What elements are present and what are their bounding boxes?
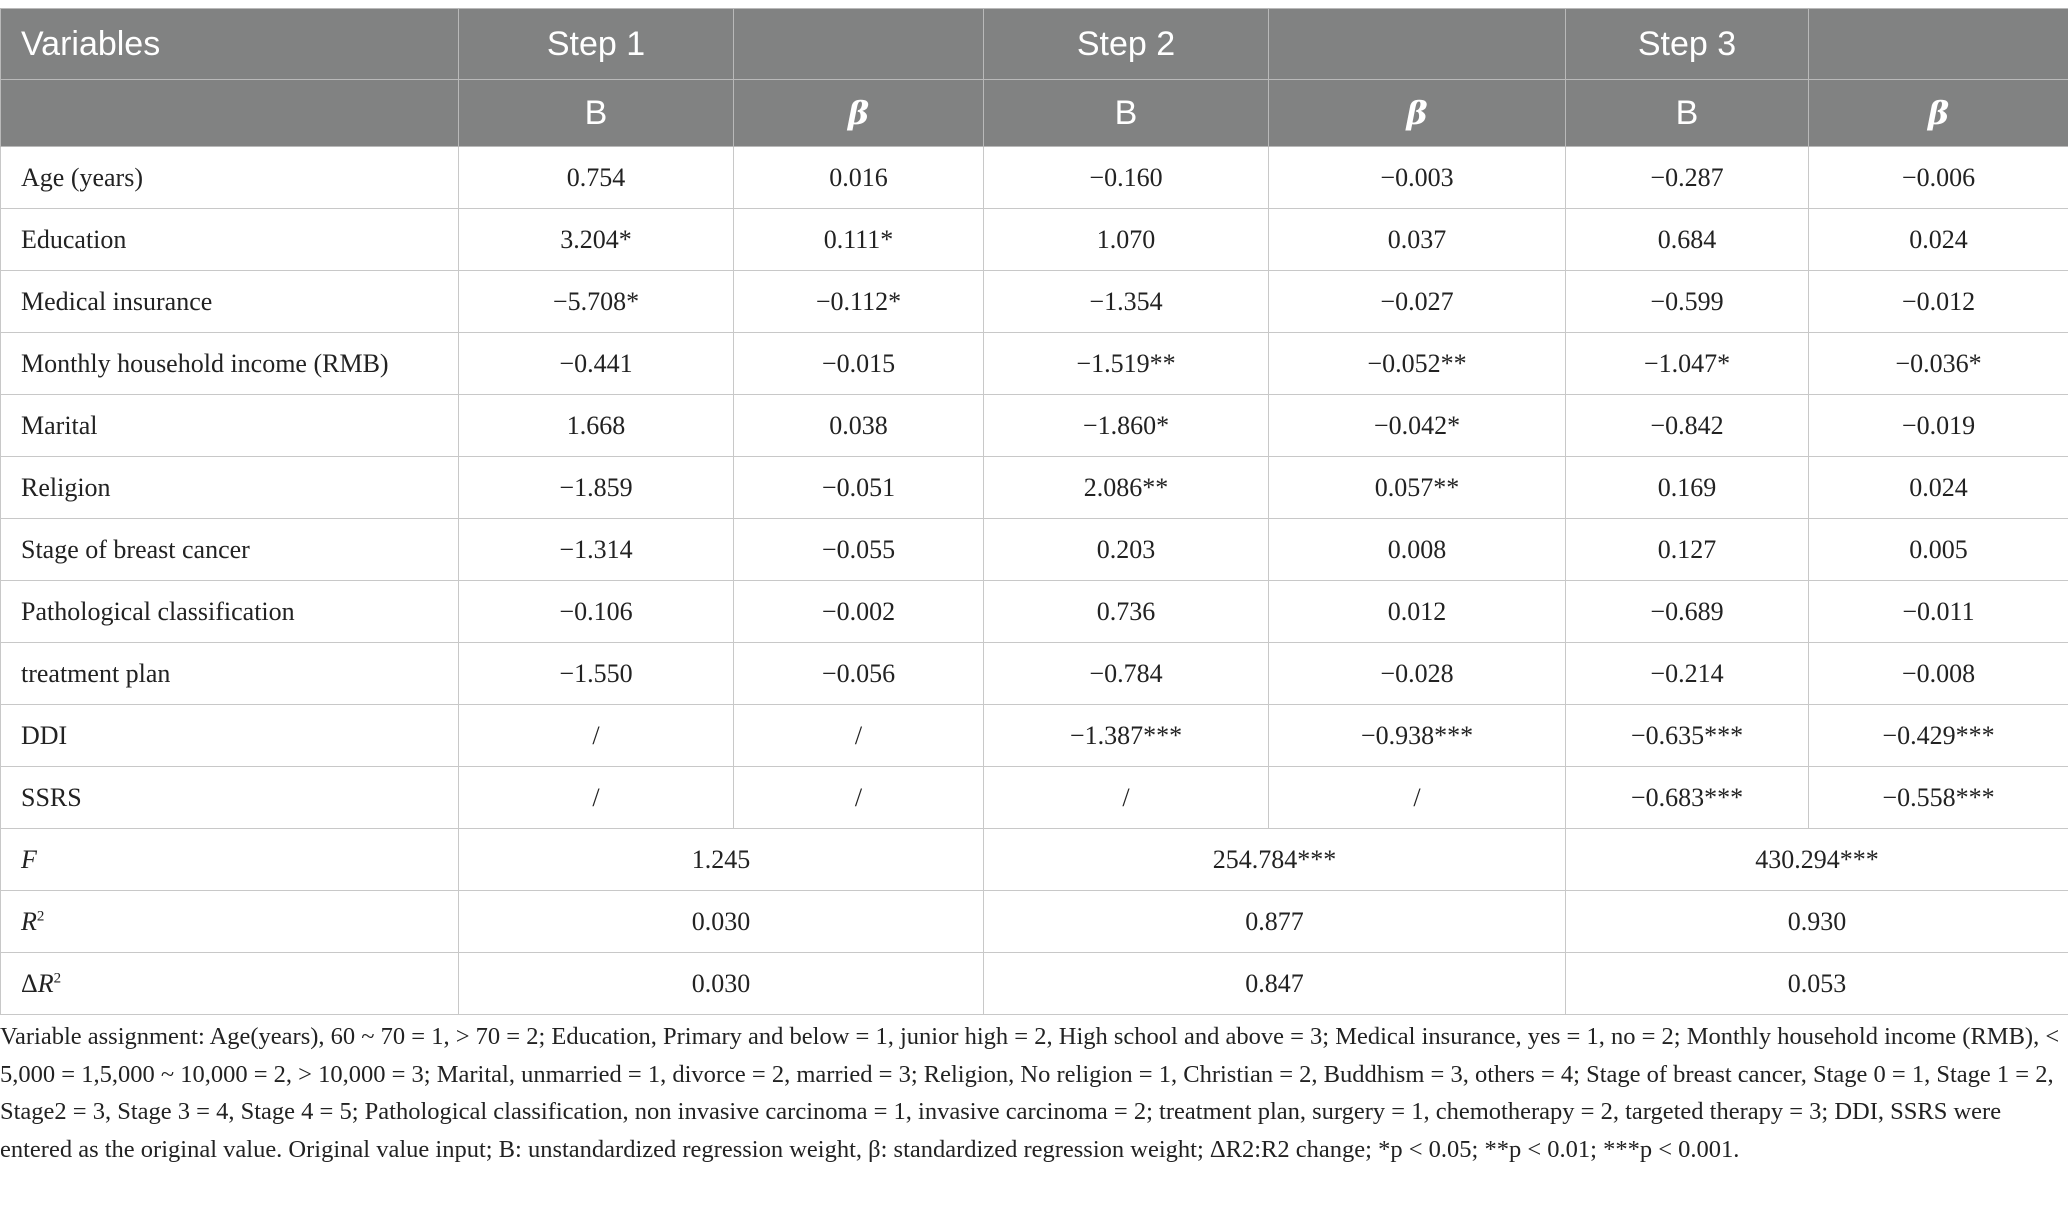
cell-step2-beta: 0.012: [1269, 581, 1566, 643]
cell-step1-b: /: [459, 767, 734, 829]
header-row-coefficients: [1, 80, 2068, 147]
sub-header-b: B: [459, 80, 734, 147]
cell-step2-b: 0.203: [984, 519, 1269, 581]
cell-step1-beta: −0.055: [734, 519, 984, 581]
cell-step3-b: −0.599: [1566, 271, 1809, 333]
stat-step1-value: 0.030: [459, 953, 984, 1015]
step-3-header: Step 3: [1566, 9, 1809, 80]
cell-step2-beta: 0.057**: [1269, 457, 1566, 519]
sub-header-b: B: [1566, 80, 1809, 147]
cell-step1-b: −1.550: [459, 643, 734, 705]
table-row: [1, 581, 2068, 643]
cell-step3-beta: −0.558***: [1809, 767, 2068, 829]
cell-step2-b: −1.860*: [984, 395, 1269, 457]
row-label: Religion: [1, 457, 459, 519]
stat-symbol: R: [37, 968, 54, 998]
cell-step2-b: /: [984, 767, 1269, 829]
cell-step3-b: −0.689: [1566, 581, 1809, 643]
stat-step1-value: 1.245: [459, 829, 984, 891]
cell-step1-beta: /: [734, 705, 984, 767]
cell-step1-beta: /: [734, 767, 984, 829]
cell-step2-b: −1.519**: [984, 333, 1269, 395]
stat-step1-value: 0.030: [459, 891, 984, 953]
table-footnote: Variable assignment: Age(years), 60 ~ 70 = 1, > 70 = 2; Education, Primary and below = 1, junior high = 2, High school and above = 3; Medical insurance, yes = 1, no = 2; Monthly household income (RMB), < 5,000 = 1,5,000 ~ 10,000 = 2, > 10,000 = 3; Marital, unmarried = 1, divorce = 2, married = 3; Religion, No religion = 1, Christian = 2, Buddhism = 3, others = 4; Stage of breast cancer, Stage 0 = 1, Stage 1 = 2, Stage2 = 3, Stage 3 = 4, Stage 4 = 5; Pathological classification, non invasive carcinoma = 1, invasive carcinoma = 2; treatment plan, surgery = 1, chemotherapy = 2, targeted therapy = 3; DDI, SSRS were entered as the original value. Original value input; B: unstandardized regression weight, β: standardized regression weight; ΔR2:R2 change; *p < 0.05; **p < 0.01; ***p < 0.001.: [0, 1023, 2060, 1163]
cell-step3-beta: −0.036*: [1809, 333, 2068, 395]
step-1-header: Step 1: [459, 9, 734, 80]
cell-step1-b: −0.106: [459, 581, 734, 643]
cell-step3-beta: −0.019: [1809, 395, 2068, 457]
stat-symbol: R: [21, 906, 37, 936]
table-row: [1, 519, 2068, 581]
cell-step3-b: −0.683***: [1566, 767, 1809, 829]
cell-step1-b: −0.441: [459, 333, 734, 395]
cell-step3-beta: −0.012: [1809, 271, 2068, 333]
step-3-spacer: [1809, 9, 2068, 80]
cell-step2-b: 0.736: [984, 581, 1269, 643]
cell-step2-b: −0.160: [984, 147, 1269, 209]
cell-step1-beta: −0.002: [734, 581, 984, 643]
stat-label-r2: [1, 891, 459, 953]
cell-step2-beta: −0.003: [1269, 147, 1566, 209]
cell-step2-beta: 0.037: [1269, 209, 1566, 271]
cell-step1-beta: 0.038: [734, 395, 984, 457]
cell-step3-b: −0.842: [1566, 395, 1809, 457]
sub-header-beta: β: [1269, 80, 1566, 147]
cell-step1-b: −1.314: [459, 519, 734, 581]
cell-step2-beta: −0.027: [1269, 271, 1566, 333]
sub-header-beta: β: [1809, 80, 2068, 147]
row-label: Stage of breast cancer: [1, 519, 459, 581]
cell-step1-beta: −0.112*: [734, 271, 984, 333]
stat-label-delta-r2: [1, 953, 459, 1015]
cell-step3-beta: 0.005: [1809, 519, 2068, 581]
table-row: [1, 333, 2068, 395]
cell-step3-b: −0.287: [1566, 147, 1809, 209]
cell-step1-b: −1.859: [459, 457, 734, 519]
stat-step3-value: 0.053: [1566, 953, 2068, 1015]
row-label: Marital: [1, 395, 459, 457]
cell-step2-b: −1.387***: [984, 705, 1269, 767]
cell-step2-b: 2.086**: [984, 457, 1269, 519]
cell-step1-beta: −0.015: [734, 333, 984, 395]
row-label: Medical insurance: [1, 271, 459, 333]
stat-superscript: 2: [53, 969, 62, 986]
stat-step2-value: 0.847: [984, 953, 1566, 1015]
sub-header-b: B: [984, 80, 1269, 147]
sub-header-beta: β: [734, 80, 984, 147]
row-label: treatment plan: [1, 643, 459, 705]
row-label: DDI: [1, 705, 459, 767]
row-label: Age (years): [1, 147, 459, 209]
cell-step1-b: 3.204*: [459, 209, 734, 271]
stat-label-f: [1, 829, 459, 891]
stat-step2-value: 0.877: [984, 891, 1566, 953]
cell-step3-beta: −0.429***: [1809, 705, 2068, 767]
stat-row-f: [1, 829, 2068, 891]
cell-step1-b: −5.708*: [459, 271, 734, 333]
cell-step3-b: 0.127: [1566, 519, 1809, 581]
cell-step3-b: −0.214: [1566, 643, 1809, 705]
cell-step2-beta: −0.052**: [1269, 333, 1566, 395]
cell-step1-beta: 0.016: [734, 147, 984, 209]
cell-step3-b: 0.684: [1566, 209, 1809, 271]
table-header: [1, 9, 2068, 147]
cell-step2-beta: 0.008: [1269, 519, 1566, 581]
step-2-header: Step 2: [984, 9, 1269, 80]
table-row: [1, 643, 2068, 705]
row-label: Monthly household income (RMB): [1, 333, 459, 395]
cell-step2-beta: −0.042*: [1269, 395, 1566, 457]
stat-step3-value: 0.930: [1566, 891, 2068, 953]
cell-step2-b: 1.070: [984, 209, 1269, 271]
regression-table: [0, 8, 2068, 1015]
stat-superscript: 2: [36, 907, 45, 924]
stat-prefix: Δ: [21, 968, 38, 998]
table-row: [1, 767, 2068, 829]
row-label: Pathological classification: [1, 581, 459, 643]
step-2-spacer: [1269, 9, 1566, 80]
variables-header-blank: [1, 80, 459, 147]
cell-step3-b: 0.169: [1566, 457, 1809, 519]
cell-step1-beta: −0.056: [734, 643, 984, 705]
cell-step1-b: 0.754: [459, 147, 734, 209]
cell-step3-beta: −0.011: [1809, 581, 2068, 643]
row-label: Education: [1, 209, 459, 271]
cell-step3-b: −1.047*: [1566, 333, 1809, 395]
variables-header: Variables: [1, 9, 459, 80]
cell-step2-beta: −0.028: [1269, 643, 1566, 705]
cell-step3-beta: 0.024: [1809, 209, 2068, 271]
step-1-spacer: [734, 9, 984, 80]
table-row: [1, 271, 2068, 333]
table-row: [1, 457, 2068, 519]
stat-row-delta-r2: [1, 953, 2068, 1015]
table-row: [1, 209, 2068, 271]
stat-step3-value: 430.294***: [1566, 829, 2068, 891]
table-row: [1, 705, 2068, 767]
cell-step2-b: −1.354: [984, 271, 1269, 333]
table-row: [1, 395, 2068, 457]
regression-table-container: [0, 8, 2068, 1015]
cell-step1-b: 1.668: [459, 395, 734, 457]
cell-step1-beta: 0.111*: [734, 209, 984, 271]
cell-step2-b: −0.784: [984, 643, 1269, 705]
stat-symbol: F: [21, 844, 37, 874]
header-row-steps: [1, 9, 2068, 80]
cell-step3-b: −0.635***: [1566, 705, 1809, 767]
cell-step2-beta: /: [1269, 767, 1566, 829]
table-row: [1, 147, 2068, 209]
cell-step2-beta: −0.938***: [1269, 705, 1566, 767]
cell-step1-b: /: [459, 705, 734, 767]
stat-row-r2: [1, 891, 2068, 953]
cell-step3-beta: −0.008: [1809, 643, 2068, 705]
cell-step3-beta: −0.006: [1809, 147, 2068, 209]
table-body: [1, 147, 2068, 1015]
stat-step2-value: 254.784***: [984, 829, 1566, 891]
cell-step1-beta: −0.051: [734, 457, 984, 519]
cell-step3-beta: 0.024: [1809, 457, 2068, 519]
row-label: SSRS: [1, 767, 459, 829]
